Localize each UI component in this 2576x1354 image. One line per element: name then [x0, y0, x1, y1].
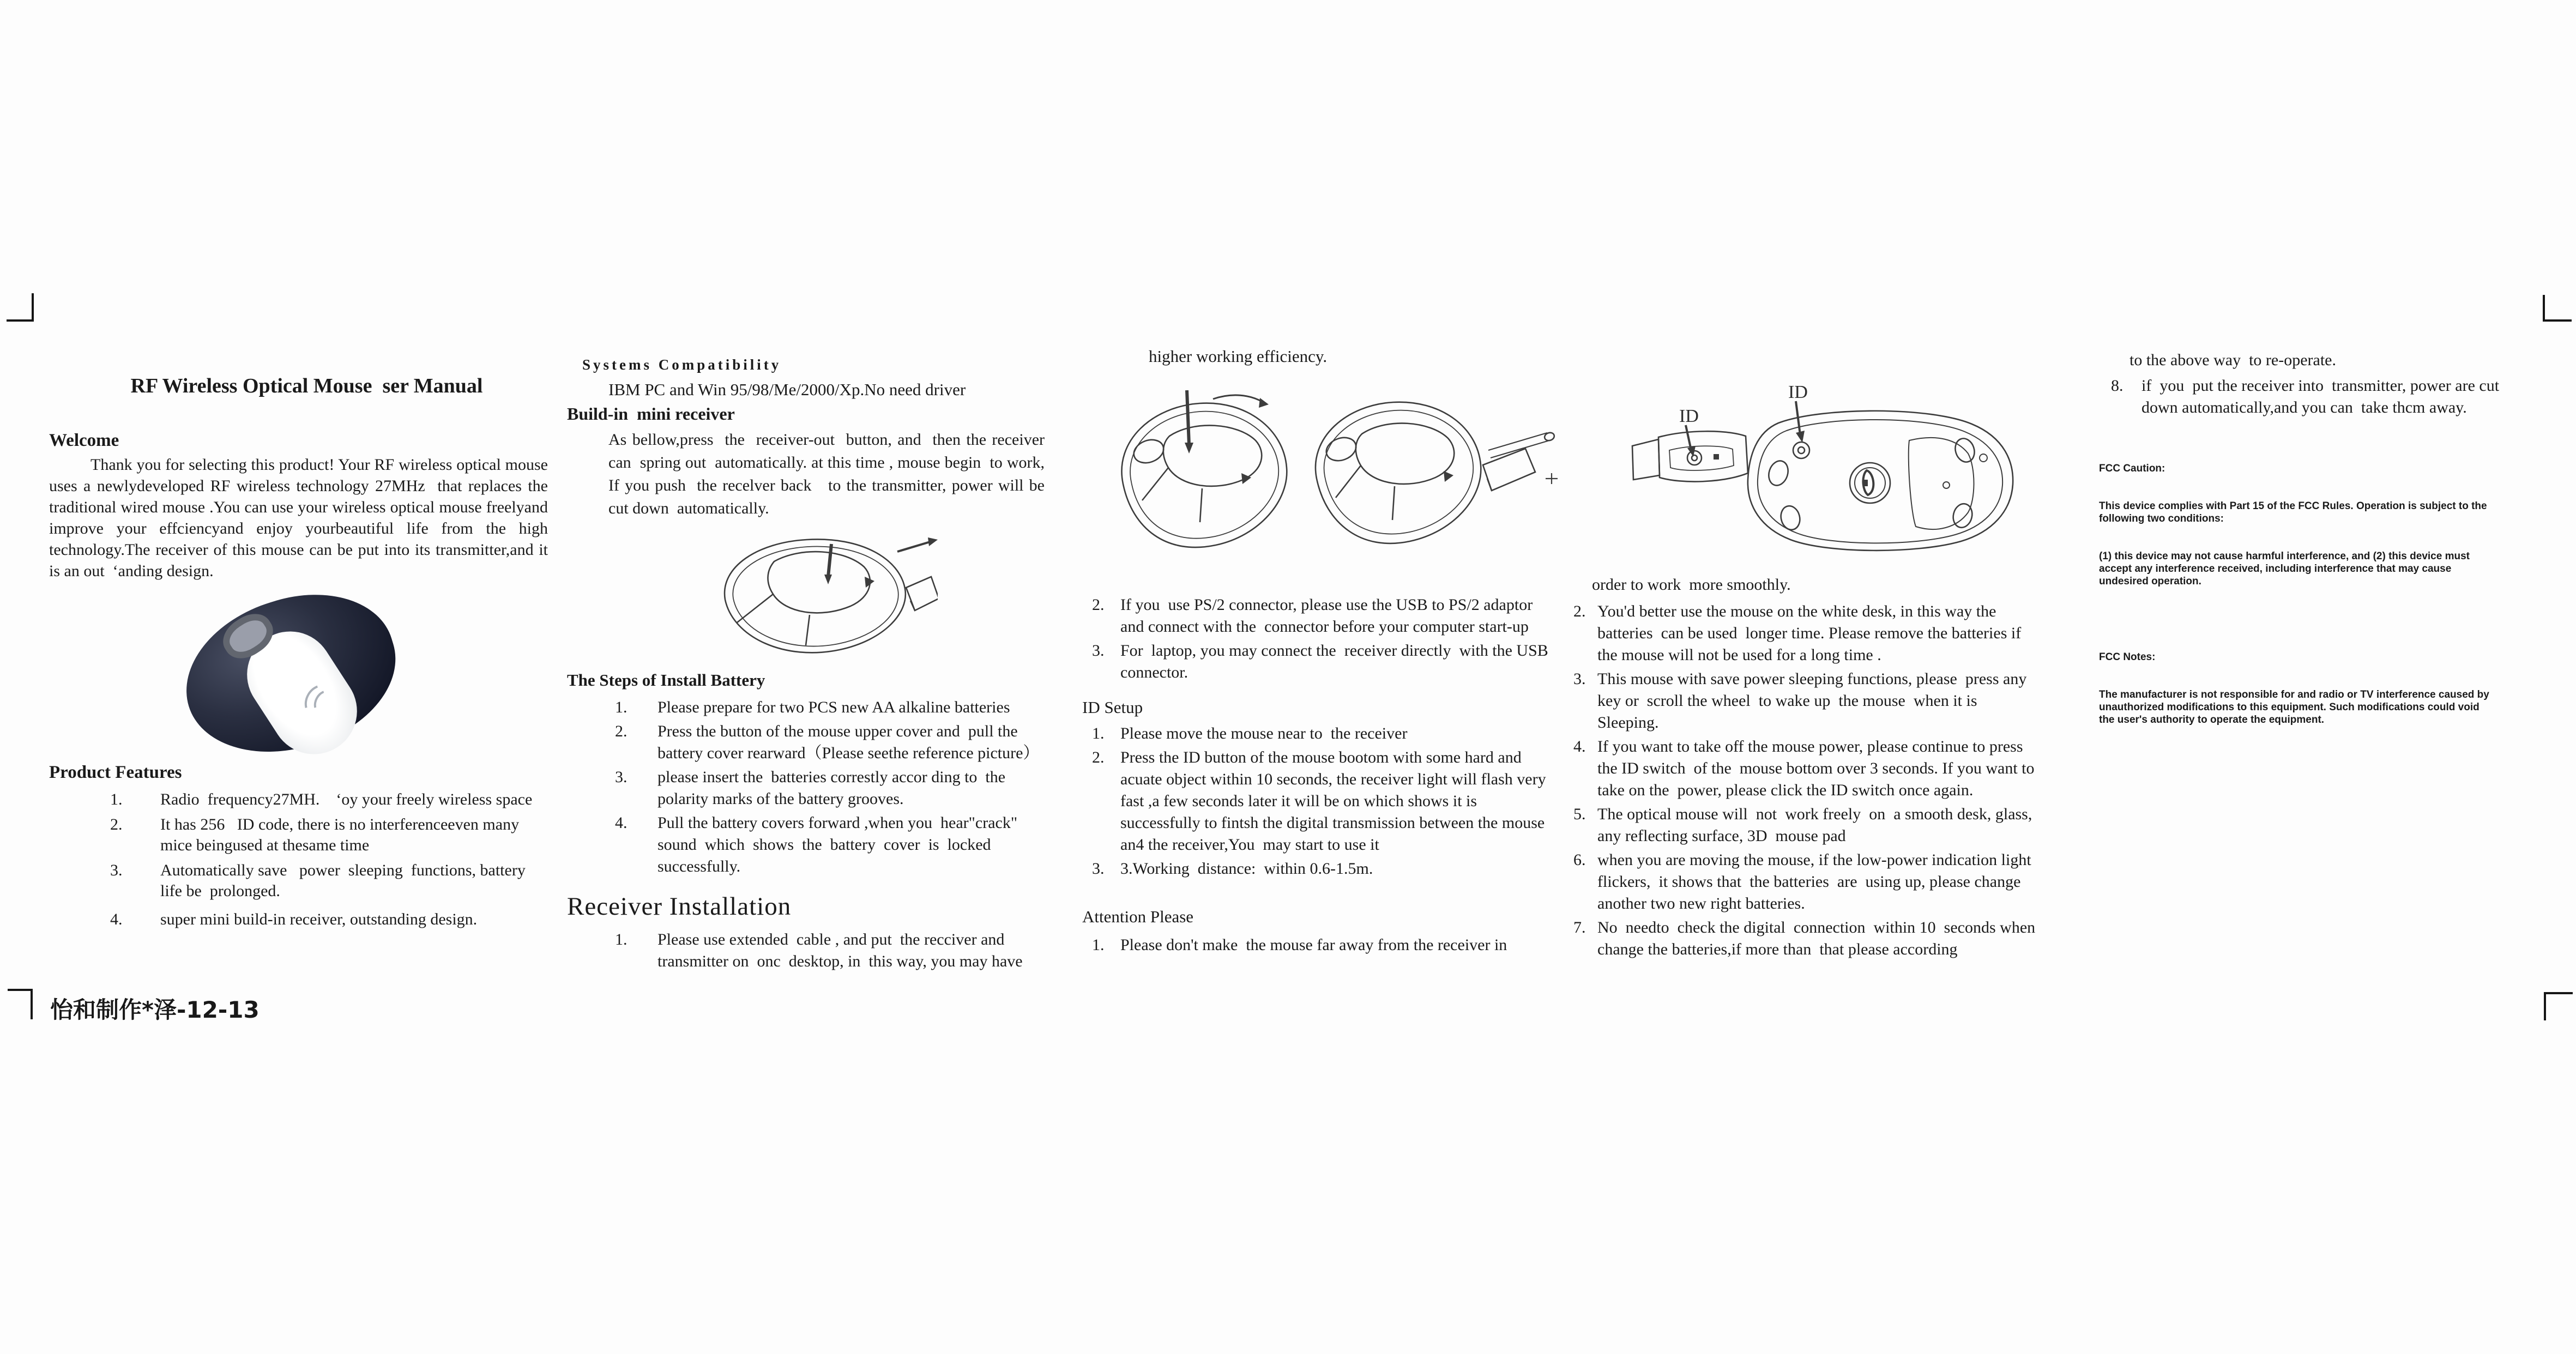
- panel-installation: [567, 349, 1053, 975]
- list-item: [1573, 736, 2039, 801]
- connector-list: [1082, 594, 1557, 684]
- list-item: [615, 929, 1049, 972]
- receiver-spring-out-drawing: [1298, 386, 1559, 566]
- systems-compatibility-heading: Systems Compatibility: [582, 356, 782, 373]
- list-number: 4.: [615, 814, 628, 832]
- list-text: It has 256 ID code, there is no interferenceeven many mice beingused at thesame time: [160, 815, 523, 854]
- receiver-installation-list: [567, 929, 1049, 972]
- install-battery-list: [567, 697, 1049, 878]
- crop-mark-bottom-left: [8, 989, 33, 1019]
- list-text: 3.Working distance: within 0.6-1.5m.: [1120, 860, 1373, 878]
- id-label: ID: [1679, 406, 1699, 426]
- list-item: [1092, 934, 1557, 956]
- list-item: [110, 814, 548, 856]
- print-production-code: 怡和制作*泽-12-13: [50, 996, 260, 1023]
- continuation-line: order to work more smoothly.: [1592, 576, 1791, 594]
- list-number: 1.: [615, 930, 628, 948]
- list-item: [2111, 375, 2535, 419]
- list-item: [1573, 917, 2040, 960]
- list-number: 3.: [615, 768, 628, 786]
- list-text: No needto check the digital connection within 10 seconds when change the batteries,if more than that please according: [1597, 918, 2040, 958]
- continuation-line: higher working efficiency.: [1149, 347, 1328, 366]
- list-number: 1.: [110, 790, 123, 808]
- id-setup-heading: ID Setup: [1082, 698, 1143, 717]
- mouse-product-photo: [177, 589, 406, 774]
- attention-items-list: [1570, 601, 2040, 960]
- product-features-list: [49, 789, 548, 930]
- list-item: [1573, 601, 2036, 666]
- list-text: If you want to take off the mouse power, please continue to press the ID switch of the mouse bottom over 3 seconds. If you want to take on the power, please click the ID switch once again.: [1597, 738, 2039, 799]
- fcc-notes-heading: FCC Notes:: [2099, 651, 2156, 663]
- final-item-list: [2099, 375, 2535, 419]
- list-item: [1092, 594, 1557, 638]
- list-number: 2.: [110, 815, 123, 833]
- list-number: 3.: [110, 861, 123, 879]
- list-text: super mini build-in receiver, outstanding design.: [160, 910, 478, 928]
- fcc-caution-text: This device complies with Part 15 of the FCC Rules. Operation is subject to the following two conditions:: [2099, 500, 2490, 524]
- crop-mark-top-right: [2543, 295, 2572, 322]
- systems-compatibility-text: IBM PC and Win 95/98/Me/2000/Xp.No need driver: [608, 380, 966, 399]
- receiver-installation-heading: Receiver Installation: [567, 892, 792, 921]
- list-item: [1573, 803, 2036, 847]
- list-text: if you put the receiver into transmitter, power are cut down automatically,and you can take thcm away.: [2141, 377, 2503, 416]
- page-title: RF Wireless Optical Mouse ser Manual: [130, 374, 483, 397]
- id-label: ID: [1788, 382, 1808, 402]
- list-item: [1092, 747, 1557, 856]
- list-text: when you are moving the mouse, if the low-power indication light flickers, it shows that the batteries are using up, please change another two new right batteries.: [1597, 851, 2036, 912]
- list-number: 1.: [1092, 724, 1105, 742]
- id-location-drawings: [1570, 349, 2036, 567]
- list-item: [615, 721, 1049, 764]
- crop-mark-bottom-right: [2544, 992, 2573, 1020]
- list-number: 2.: [1573, 602, 1586, 620]
- list-number: 1.: [1092, 936, 1105, 954]
- fcc-caution-heading: FCC Caution:: [2099, 463, 2165, 474]
- list-text: This mouse with save power sleeping functions, please press any key or scroll the wheel to wake up the mouse when it is Sleeping.: [1597, 670, 2031, 732]
- list-number: 7.: [1573, 918, 1586, 936]
- panel-attention-items: [1570, 349, 2040, 963]
- list-item: [1092, 723, 1557, 745]
- list-text: If you use PS/2 connector, please use the USB to PS/2 adaptor and connect with the connector before your computer start-up: [1120, 596, 1541, 636]
- mouse-press-button-drawing: [1104, 386, 1292, 566]
- list-text: Please move the mouse near to the receiver: [1120, 724, 1408, 742]
- list-number: 5.: [1573, 805, 1586, 823]
- list-text: Press the ID button of the mouse bootom with some hard and acuate object within 10 seconds, the receiver light will flash very fast ,a few seconds later it will be on which shows it is successfully to fintsh the digital transmission between the mouse an4 the receiver,You may start to use it: [1120, 748, 1551, 854]
- list-number: 2.: [1092, 748, 1105, 766]
- list-number: 6.: [1573, 851, 1586, 869]
- list-number: 4.: [1573, 738, 1586, 755]
- list-item: [1092, 640, 1557, 684]
- list-text: Please prepare for two PCS new AA alkaline batteries: [657, 698, 1010, 716]
- list-text: please insert the batteries correstly accor ding to the polarity marks of the battery grooves.: [657, 768, 1010, 808]
- panel-fcc: [2099, 343, 2535, 751]
- install-battery-heading: The Steps of Install Battery: [567, 670, 765, 690]
- list-number: 3.: [1092, 860, 1105, 878]
- receiver-eject-drawings: [1082, 386, 1557, 566]
- list-item: [110, 789, 548, 810]
- list-text: Please don't make the mouse far away from the receiver in: [1120, 936, 1507, 954]
- list-text: Pull the battery covers forward ,when you hear"crack" sound which shows the battery cover is locked successfully.: [657, 814, 1022, 875]
- fcc-statement: [2099, 437, 2493, 751]
- list-number: 4.: [110, 910, 123, 928]
- build-in-receiver-paragraph: As bellow,press the receiver-out button, and then the receiver can spring out automatically. at this time , mouse begin to work, If you push the recelver back to the transmitter, power will be cut down automatically.: [608, 431, 1053, 517]
- list-item: [110, 860, 548, 902]
- continuation-line: to the above way to re-operate.: [2129, 351, 2336, 369]
- list-item: [615, 812, 1049, 878]
- list-number: 8.: [2111, 377, 2123, 395]
- list-number: 3.: [1573, 670, 1586, 688]
- panel-id-setup: [1082, 343, 1557, 958]
- welcome-paragraph: Thank you for selecting this product! Your RF wireless optical mouse uses a newlydeveloped RF wireless technology 27MHz that replaces the traditional wired mouse .You can use your wireless optical mouse freelyand improve your effciencyand enjoy yourbeautiful life from the high technology.The receiver of this mouse can be put into its transmitter,and it is an out ʻanding design.: [49, 456, 552, 580]
- build-in-receiver-heading: Build-in mini receiver: [567, 404, 735, 424]
- list-text: For laptop, you may connect the receiver directly with the USB connector.: [1120, 642, 1553, 681]
- list-item: [1092, 858, 1557, 880]
- fcc-caution-text: (1) this device may not cause harmful interference, and (2) this device must accept any interference received, including interference that may cause undesired operation.: [2099, 551, 2473, 587]
- list-text: Radio frequency27MH. ʻoy your freely wireless space: [160, 790, 533, 808]
- attention-heading: Attention Please: [1082, 907, 1194, 926]
- list-item: [615, 697, 1049, 718]
- list-text: The optical mouse will not work freely on a smooth desk, glass, any reflecting surface, 3D mouse pad: [1597, 805, 2036, 845]
- list-text: You'd better use the mouse on the white desk, in this way the batteries can be used longer time. Please remove the batteries if the mouse will not be used for a long time .: [1597, 602, 2025, 664]
- list-number: 3.: [1092, 642, 1105, 660]
- list-item: [1573, 849, 2036, 915]
- list-item: [615, 766, 1049, 810]
- welcome-heading: Welcome: [49, 431, 119, 450]
- list-number: 2.: [1092, 596, 1105, 614]
- crop-mark-top-left: [7, 293, 34, 322]
- list-text: Please use extended cable , and put the recciver and transmitter on onc desktop, in this way, you may have: [657, 930, 1023, 970]
- product-features-heading: Product Features: [49, 763, 182, 782]
- battery-cover-removal-drawing: [703, 529, 938, 665]
- list-item: [1573, 668, 2036, 734]
- list-text: Press the button of the mouse upper cover and pull the battery cover rearward（Please seethe reference picture）: [657, 722, 1040, 762]
- list-item: [110, 909, 548, 930]
- list-text: Automatically save power sleeping functions, battery life be prolonged.: [160, 861, 530, 900]
- attention-list: [1082, 934, 1557, 956]
- fcc-notes-text: The manufacturer is not responsible for and radio or TV interference caused by unauthorized modifications to this equipment. Such modifications could void the user's authority to operate the equipment.: [2099, 689, 2493, 726]
- mouse-bottom-id-drawing: [1729, 380, 2026, 566]
- list-number: 2.: [615, 722, 628, 740]
- id-setup-list: [1082, 723, 1557, 880]
- list-number: 1.: [615, 698, 628, 716]
